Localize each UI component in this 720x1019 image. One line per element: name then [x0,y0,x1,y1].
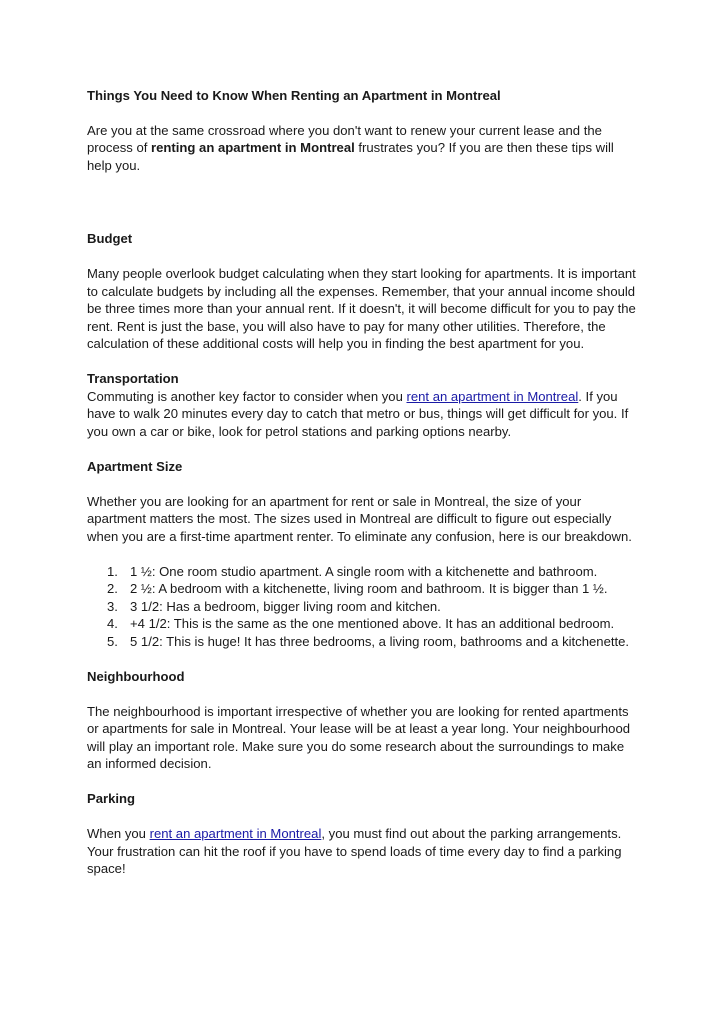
list-item [87,563,639,581]
list-item-text: +4 1/2: This is the same as the one mentioned above. It has an additional bedroom. [130,616,615,631]
list-item-number: 3. [107,598,118,614]
neighbourhood-paragraph: The neighbourhood is important irrespective of whether you are looking for rented apartments or apartments for sale in Montreal. Your lease will be at least a year long. Your neighbourhood will play an important role. Make sure you do some research about the surroundings to make an informed decision. [87,703,631,771]
parking-text-post: , you must find out about the parking arrangements. Your frustration can hit the roof if you have to spend loads of time every day to find a parking space! [87,826,622,876]
transportation-text-pre: Commuting is another key factor to consider when you [87,388,407,404]
apartment-size-list [87,563,639,651]
budget-paragraph: Many people overlook budget calculating when they start looking for apartments. It is important to calculate budgets by including all the expenses. Remember, that your annual income should be three times more than your annual rent. If it doesn't, it will become difficult for you to pay the rent. Rent is just the base, you will also have to pay for many other utilities. Therefore, the calculation of these additional costs will help you in finding the best apartment for you. [87,266,636,351]
intro-paragraph [87,122,639,175]
list-item [87,633,639,651]
parking-heading: Parking [87,791,136,806]
list-item-number: 5. [107,633,118,649]
list-item [87,615,639,633]
transportation-text-post: . If you have to walk 20 minutes every day to catch that metro or bus, things will get difficult for you. If you own a car or bike, look for petrol stations and parking options nearby. [87,388,629,439]
intro-text-post: frustrates you? If you are then these tips will help you. [87,140,614,173]
list-item-text: 2 ½: A bedroom with a kitchenette, living room and bathroom. It is bigger than 1 ½. [130,581,608,596]
transportation-rent-link[interactable]: rent an apartment in Montreal [406,388,579,404]
transportation-heading: Transportation [87,371,179,386]
list-item-number: 2. [107,581,118,596]
budget-heading: Budget [87,231,133,246]
document-page [87,87,639,878]
apartment-size-heading: Apartment Size [87,458,183,474]
parking-rent-link[interactable]: rent an apartment in Montreal [149,826,322,841]
parking-paragraph [87,825,639,878]
intro-keyword: renting an apartment in Montreal [151,140,355,155]
list-item [87,598,639,616]
list-item-text: 3 1/2: Has a bedroom, bigger living room and kitchen. [130,598,441,614]
list-item-number: 1. [107,563,118,579]
list-item-number: 4. [107,616,118,631]
document-title: Things You Need to Know When Renting an Apartment in Montreal [87,88,501,103]
transportation-paragraph [87,388,639,441]
list-item-text: 5 1/2: This is huge! It has three bedrooms, a living room, bathrooms and a kitchenette. [130,633,630,649]
intro-text-pre: Are you at the same crossroad where you don't want to renew your current lease and the process of [87,122,602,155]
apartment-size-paragraph: Whether you are looking for an apartment for rent or sale in Montreal, the size of your apartment matters the most. The sizes used in Montreal are difficult to figure out especially when you are a first-time apartment renter. To eliminate any confusion, here is our breakdown. [87,493,632,544]
list-item-text: 1 ½: One room studio apartment. A single room with a kitchenette and bathroom. [130,563,598,579]
neighbourhood-heading: Neighbourhood [87,668,185,684]
list-item [87,580,639,598]
parking-text-pre: When you [87,826,150,841]
